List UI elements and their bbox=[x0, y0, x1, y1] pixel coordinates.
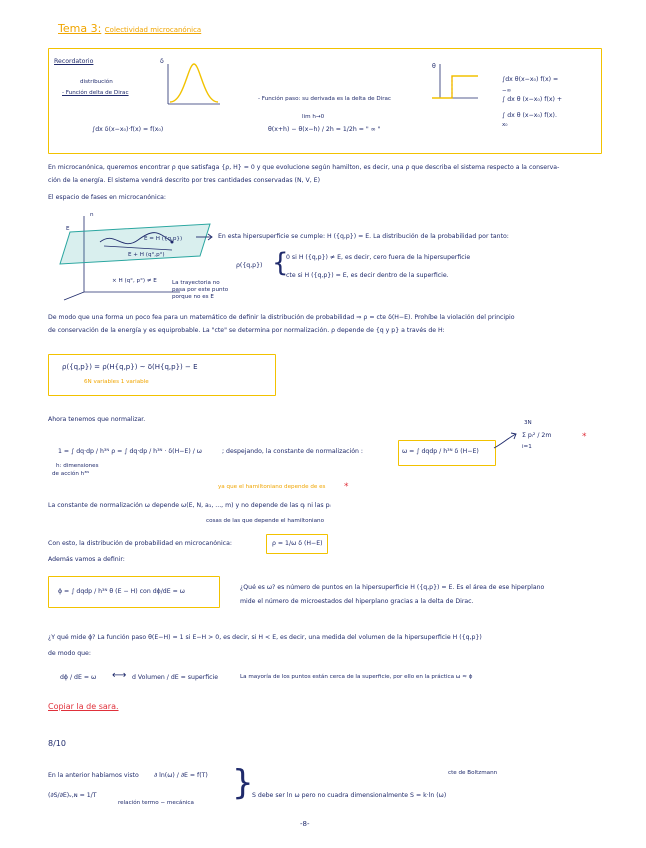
previous-line-2: (∂S/∂E)ᵥ,ɴ = 1/T bbox=[48, 792, 97, 799]
relation-mid: d Volumen / dE = superficie bbox=[132, 674, 219, 681]
dependency-sub: cosas de las que depende el hamiltoniano bbox=[206, 518, 325, 524]
right-eq-3: ∫ dx θ (x−x₀) f(x). bbox=[502, 112, 557, 119]
star-mark-2: * bbox=[344, 482, 349, 492]
intro-line-3: El espacio de fases en microcanónica: bbox=[48, 194, 166, 201]
phase-label-x: × H (q°, p°) ≠ E bbox=[112, 278, 157, 284]
phi-equation: ϕ = ∫ dqdp / h³ᴺ θ (E − H) con dϕ/dE = ω bbox=[58, 588, 185, 595]
rho-box bbox=[48, 354, 276, 396]
rho-final-equation: ρ = 1/ω δ (H−E) bbox=[272, 540, 323, 547]
previous-fraction: ∂ ln(ω) / ∂E = f(T) bbox=[154, 772, 208, 779]
distribution-line-1: De modo que una forma un poco fea para un matemático de definir la distribución de probabilidad ⇒ ρ = cte δ(H−E). Prohíbe la violación del principio bbox=[48, 314, 515, 321]
phase-label-E1: E = H ({q,p}) bbox=[144, 236, 183, 242]
rho-box-note: 6N variables 1 variable bbox=[84, 379, 149, 385]
limit-top: lim h→0 bbox=[302, 114, 325, 120]
with-this-line: Con esto, la distribución de probabilidad en microcanónica: bbox=[48, 540, 232, 547]
omega-equation: ω = ∫ dqdp / h³ᴺ δ (H−E) bbox=[402, 448, 479, 455]
sum-expression: Σ pᵢ² / 2m bbox=[522, 432, 552, 439]
rho-case-1: 0 si H ({q,p}) ≠ E, es decir, cero fuera de la hipersuperficie bbox=[286, 254, 471, 261]
omega-question-2: mide el número de microestados del hiperplano gracias a la delta de Dirac. bbox=[240, 598, 474, 605]
normalization-note-1: h: dimensiones bbox=[56, 463, 99, 469]
closing-brace: } bbox=[232, 763, 254, 803]
de-modo-line: de modo que: bbox=[48, 650, 91, 657]
traj-note-2: pasa por este punto bbox=[172, 287, 229, 293]
star-mark-1: * bbox=[582, 432, 587, 442]
right-eq-1: ∫dx θ(x−x₀) f(x) = bbox=[502, 76, 559, 83]
relation-note: La mayoría de los puntos están cerca de la superficie, por ello en la práctica ω ≈ ϕ bbox=[240, 674, 473, 680]
right-eq-lim-2: x₀ bbox=[502, 122, 508, 128]
hypersurface-text: En esta hipersuperficie se cumple: H ({q,p}) = E. La distribución de la probabilidad por tanto: bbox=[218, 233, 509, 240]
limit-expression: θ(x+h) − θ(x−h) / 2h = 1/2h = " ∞ " bbox=[268, 126, 381, 133]
sum-top: 3N bbox=[524, 420, 532, 426]
previous-line-1: En la anterior habíamos visto bbox=[48, 772, 139, 779]
traj-note-1: La trayectoria no bbox=[172, 280, 220, 286]
previous-rhs: S debe ser ln ω pero no cuadra dimensionalmente S = k·ln (ω) bbox=[252, 792, 447, 799]
previous-line-3: relación termo − mecánica bbox=[118, 800, 194, 806]
sum-bottom: i=1 bbox=[522, 444, 532, 450]
intro-line-1: En microcanónica, queremos encontrar ρ que satisfaga {ρ, H} = 0 y que evolucione según hamilton, es decir, una ρ que describa el sistema respecto a la conserva- bbox=[48, 164, 560, 171]
phi-question: ¿Y qué mide ϕ? La función paso θ(E−H) = 1 si E−H > 0, es decir, si H < E, es decir, una medida del volumen de la hipersuperficie H ({q,p}) bbox=[48, 634, 482, 641]
phase-label-n: n bbox=[90, 212, 94, 218]
copy-note: Copiar la de sara. bbox=[48, 702, 119, 711]
normalization-heading: Ahora tenemos que normalizar. bbox=[48, 416, 146, 423]
dependency-line: La constante de normalización ω depende ω(E, N, a₁, ..., m) y no depende de las qᵢ ni las pᵢ bbox=[48, 502, 331, 509]
recordatorio-heading: Recordatorio bbox=[54, 58, 94, 65]
also-define-line: Además vamos a definir: bbox=[48, 556, 125, 563]
normalization-eq: 1 = ∫ dq·dp / h³ᴺ ρ = ∫ dq·dp / h³ᴺ · δ(H−E) / ω bbox=[58, 448, 202, 455]
delta-graph bbox=[160, 60, 222, 108]
distribution-line-2: de conservación de la energía y es equiprobable. La "cte" se determina por normalización. ρ depende de {q y p} a través de H: bbox=[48, 327, 445, 334]
double-arrow-icon: ⟷ bbox=[112, 670, 127, 681]
normalization-note-2: de acción h³ᴺ bbox=[52, 471, 90, 477]
delta-label: - Función delta de Dirac bbox=[62, 90, 129, 96]
phase-label-E2: E + H (q°,p°) bbox=[128, 252, 165, 258]
rho-case-2: cte si H ({q,p}) = E, es decir dentro de la superficie. bbox=[286, 272, 449, 279]
cases-brace: { bbox=[272, 248, 289, 278]
right-eq-lim-1: −∞ bbox=[502, 88, 512, 94]
step-axis-label: θ bbox=[432, 63, 436, 70]
delta-axis-label: δ bbox=[160, 58, 164, 65]
relation-left: dϕ / dE = ω bbox=[60, 674, 97, 681]
title-text: Tema 3: bbox=[58, 22, 102, 35]
rho-lhs: ρ({q,p}) bbox=[236, 262, 263, 269]
arrow-to-sum-icon bbox=[494, 430, 518, 450]
right-eq-2: ∫ dx θ (x−x₀) f(x) + bbox=[502, 96, 563, 103]
page-number: -8- bbox=[300, 820, 310, 828]
title-subtitle: Colectividad microcanónica bbox=[104, 26, 202, 34]
omega-question-1: ¿Qué es ω? es número de puntos en la hipersuperficie H ({q,p}) = E. Es el área de ese hiperplano bbox=[240, 584, 545, 591]
date-label: 8/10 bbox=[48, 739, 66, 748]
intro-line-2: ción de la energía. El sistema vendrá descrito por tres cantidades conservadas (N, V, E) bbox=[48, 177, 320, 184]
rho-box-equation: ρ({q,p}) = ρ(H{q,p}) ~ δ(H{q,p}) − E bbox=[62, 363, 198, 371]
dist-label: distribución bbox=[80, 79, 113, 85]
hamiltonian-note: ya que el hamiltoniano depende de es bbox=[218, 484, 326, 490]
boltzmann-note: cte de Boltzmann bbox=[448, 770, 498, 776]
arrow-icon bbox=[196, 233, 216, 241]
phase-label-E: E bbox=[66, 226, 70, 232]
traj-note-3: porque no es E bbox=[172, 294, 214, 300]
page-title bbox=[58, 22, 201, 35]
normalization-mid: ; despejando, la constante de normalización : bbox=[222, 448, 363, 455]
step-label: - Función paso: su derivada es la delta de Dirac bbox=[258, 96, 392, 102]
integral-delta-eq: ∫dx δ(x−x₀)·f(x) = f(x₀) bbox=[92, 126, 164, 133]
